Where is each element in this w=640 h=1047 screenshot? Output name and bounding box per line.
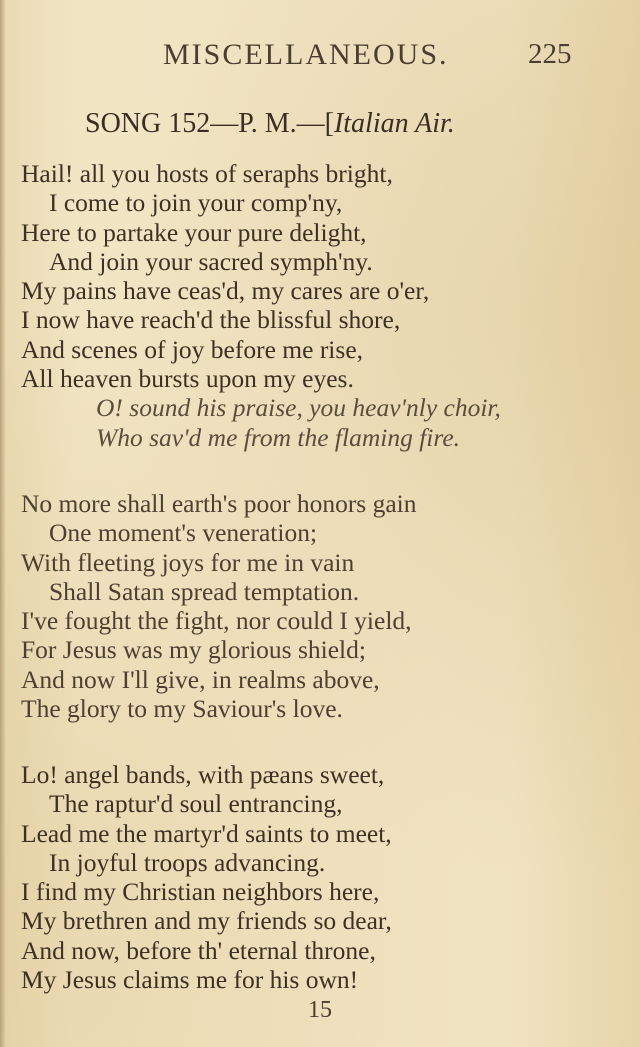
verse-line: Lead me the martyr'd saints to meet, bbox=[21, 818, 392, 848]
verse-line: My Jesus claims me for his own! bbox=[21, 965, 359, 995]
verse-1 bbox=[0, 159, 640, 452]
song-title-air: Italian Air. bbox=[333, 108, 455, 139]
verse-line: No more shall earth's poor honors gain bbox=[21, 489, 417, 518]
verse-3 bbox=[0, 760, 640, 994]
verse-line: With fleeting joys for me in vain bbox=[21, 547, 355, 577]
running-head: MISCELLANEOUS. bbox=[163, 38, 449, 71]
verse-line: Shall Satan spread temptation. bbox=[49, 576, 360, 606]
verse-line: Hail! all you hosts of seraphs bright, bbox=[21, 159, 393, 188]
chorus-line: Who sav'd me from the flaming fire. bbox=[96, 422, 461, 452]
verse-line: One moment's veneration; bbox=[49, 518, 318, 548]
verse-line: In joyful troops advancing. bbox=[49, 847, 326, 877]
verse-line: My pains have ceas'd, my cares are o'er, bbox=[21, 276, 430, 306]
verse-line: And now, before th' eternal throne, bbox=[21, 935, 376, 965]
song-title bbox=[85, 108, 455, 140]
verse-line: I come to join your comp'ny, bbox=[49, 188, 343, 218]
verse-line: I now have reach'd the blissful shore, bbox=[21, 305, 401, 335]
song-title-main: SONG 152—P. M.—[ bbox=[85, 108, 334, 139]
verse-line: The raptur'd soul entrancing, bbox=[49, 789, 343, 819]
page-number: 225 bbox=[528, 38, 572, 70]
signature-mark: 15 bbox=[308, 997, 332, 1023]
verse-line: And now I'll give, in realms above, bbox=[21, 664, 380, 694]
verse-line: Here to partake your pure delight, bbox=[21, 217, 367, 247]
page-header bbox=[0, 38, 640, 78]
verse-line: I find my Christian neighbors here, bbox=[21, 877, 380, 907]
verse-line: And join your sacred symph'ny. bbox=[49, 246, 373, 276]
verse-2 bbox=[0, 489, 640, 723]
chorus-line: O! sound his praise, you heav'nly choir, bbox=[96, 393, 501, 423]
verse-line: My brethren and my friends so dear, bbox=[21, 906, 392, 936]
verse-line: Lo! angel bands, with pæans sweet, bbox=[21, 760, 385, 789]
verse-line: For Jesus was my glorious shield; bbox=[21, 635, 366, 665]
verse-line: All heaven bursts upon my eyes. bbox=[21, 364, 354, 394]
verse-line: The glory to my Saviour's love. bbox=[21, 694, 343, 724]
verse-line: And scenes of joy before me rise, bbox=[21, 334, 364, 364]
verse-line: I've fought the fight, nor could I yield, bbox=[21, 606, 412, 636]
